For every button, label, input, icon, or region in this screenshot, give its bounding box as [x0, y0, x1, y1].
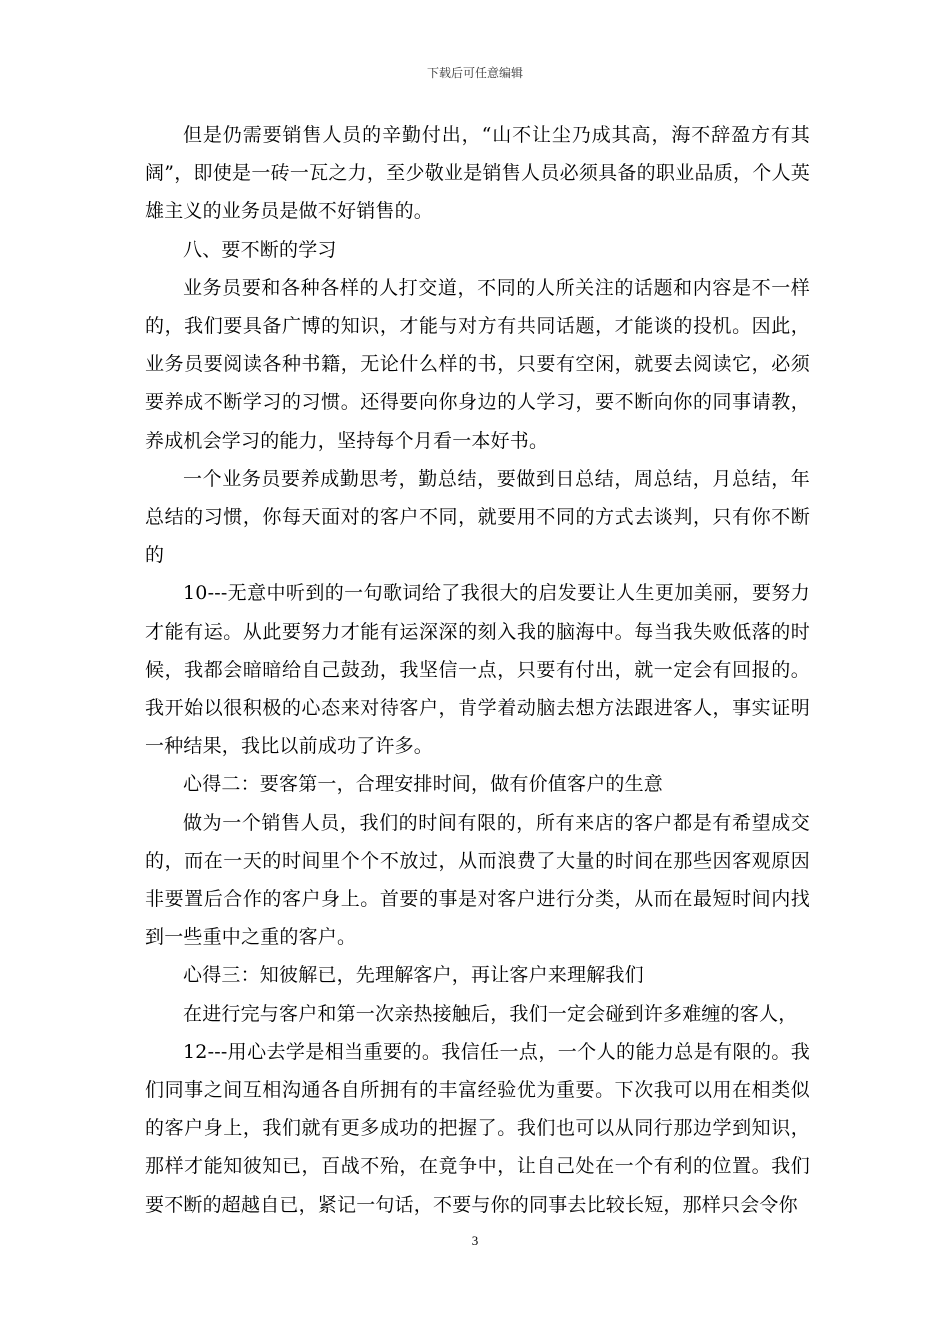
paragraph-difficult-clients: 在进行完与客户和第一次亲热接触后，我们一定会碰到许多难缠的客人， [183, 1002, 798, 1025]
paragraph-12-learn-with-heart: 12---用心去学是相当重要的。我信任一点，一个人的能力总是有限的。我们同事之间互相沟通各自所拥有的丰富经验优为重要。下次我可以用在相类似的客户身上，我们就有更多成功的把握了。我们也可以从同行那边学到知识，那样才能知彼知已，百战不殆，在竟争中，让自己处在一个有利的位置。我们要不断的超越自已，紧记一句话，不要与你的同事去比较长短，那样只会令你 [145, 1040, 810, 1216]
heading-insight-three: 心得三：知彼解已，先理解客户，再让客户来理解我们 [183, 964, 644, 987]
page-number: 3 [471, 1233, 479, 1248]
paragraph-learning: 业务员要和各种各样的人打交道，不同的人所关注的话题和内容是不一样的，我们要具备广博的知识，才能与对方有共同话题，才能谈的投机。因此，业务员要阅读各种书籍，无论什么样的书，只要有空闲，就要去阅读它，必须要养成不断学习的习惯。还得要向你身边的人学习，要不断向你的同事请教，养成机会学习的能力，坚持每个月看一本好书。 [145, 276, 810, 452]
heading-insight-two: 心得二：要客第一，合理安排时间，做有价值客户的生意 [183, 773, 664, 796]
section-heading-keep-learning: 八、要不断的学习 [183, 238, 337, 261]
paragraph-time-management: 做为一个销售人员，我们的时间有限的，所有来店的客户都是有希望成交的，而在一天的时间里个个不放过，从而浪费了大量的时间在那些因客观原因非要置后合作的客户身上。首要的事是对客户进行分类，从而在最短时间内找到一些重中之重的客户。 [145, 811, 810, 949]
paragraph-10-lyrics: 10---无意中听到的一句歌词给了我很大的启发要让人生更加美丽，要努力才能有运。从此要努力才能有运深深的刻入我的脑海中。每当我失败低落的时候，我都会暗暗给自己鼓劲，我坚信一点，只要有付出，就一定会有回报的。我开始以很积极的心态来对待客户，肯学着动脑去想方法跟进客人，事实证明一种结果，我比以前成功了许多。 [145, 582, 810, 758]
paragraph-sales-diligence: 但是仍需要销售人员的辛勤付出，“山不让尘乃成其高，海不辞盈方有其阔”，即使是一砖一瓦之力，至少敬业是销售人员必须具备的职业品质，个人英雄主义的业务员是做不好销售的。 [145, 124, 810, 223]
paragraph-summarize: 一个业务员要养成勤思考，勤总结，要做到日总结，周总结，月总结，年总结的习惯，你每天面对的客户不同，就要用不同的方式去谈判，只有你不断的 [145, 467, 810, 567]
page-header: 下载后可任意编辑 [426, 66, 523, 80]
document-body [145, 116, 810, 1224]
